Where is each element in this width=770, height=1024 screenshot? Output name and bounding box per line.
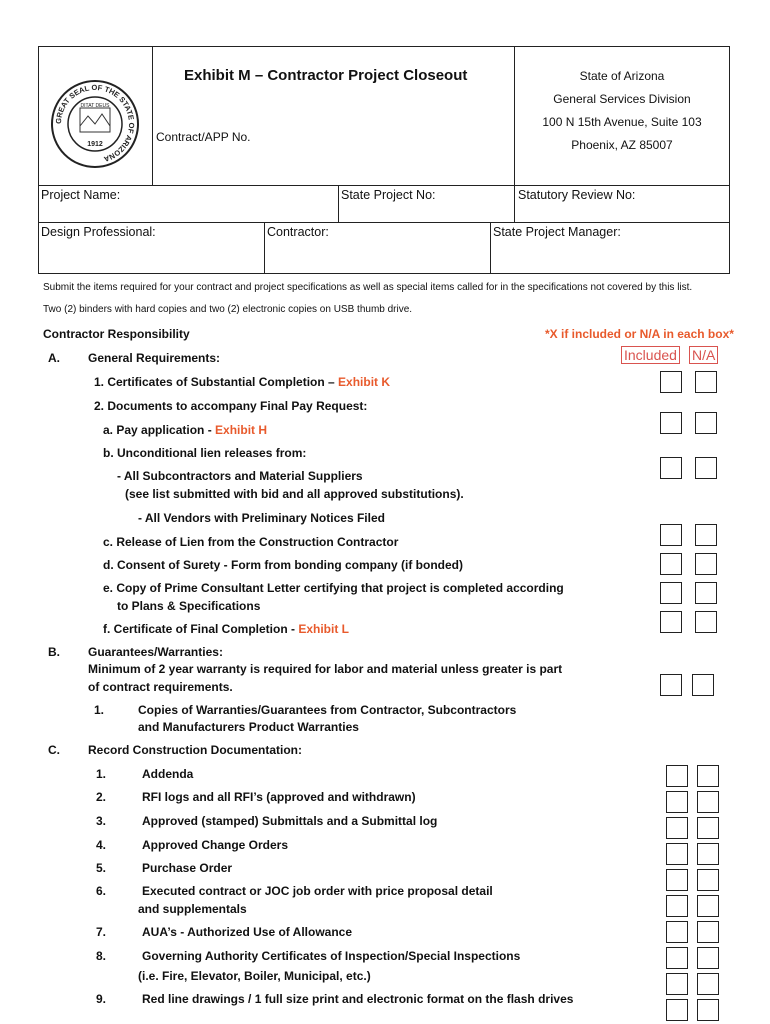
- list-item: b. Unconditional lien releases from:: [103, 446, 307, 460]
- instruction-note: *X if included or N/A in each box*: [545, 327, 734, 341]
- item-number: 1.: [94, 703, 105, 717]
- agency-line: State of Arizona: [579, 69, 665, 83]
- na-checkbox[interactable]: [695, 457, 717, 479]
- list-item: [94, 375, 390, 389]
- list-item: [103, 622, 349, 636]
- agency-line: Phoenix, AZ 85007: [571, 138, 673, 152]
- included-checkbox[interactable]: [666, 765, 688, 787]
- na-checkbox[interactable]: [697, 973, 719, 995]
- state-project-no-field[interactable]: State Project No:: [341, 188, 436, 202]
- seal-text: GREAT SEAL OF THE STATE OF ARIZONA: [53, 82, 137, 164]
- seal-motto: DITAT DEUS: [80, 103, 110, 109]
- exhibit-link: Exhibit H: [215, 423, 268, 437]
- list-item: 2. Documents to accompany Final Pay Request:: [94, 399, 368, 413]
- included-checkbox[interactable]: [660, 412, 682, 434]
- exhibit-link: Exhibit L: [298, 622, 350, 636]
- agency-line: 100 N 15th Avenue, Suite 103: [542, 115, 702, 129]
- included-checkbox[interactable]: [660, 371, 682, 393]
- na-checkbox[interactable]: [697, 791, 719, 813]
- list-item: RFI logs and all RFI’s (approved and withdrawn): [142, 790, 416, 804]
- included-checkbox[interactable]: [666, 973, 688, 995]
- na-checkbox[interactable]: [697, 921, 719, 943]
- na-checkbox[interactable]: [695, 582, 717, 604]
- included-checkbox[interactable]: [660, 457, 682, 479]
- list-item: Approved Change Orders: [142, 838, 289, 852]
- item-number: 4.: [96, 838, 107, 852]
- list-item: c. Release of Lien from the Construction Contractor: [103, 535, 399, 549]
- list-item: and supplementals: [138, 902, 247, 916]
- na-checkbox[interactable]: [697, 817, 719, 839]
- design-professional-field[interactable]: Design Professional:: [41, 225, 156, 239]
- list-item: d. Consent of Surety - Form from bonding company (if bonded): [103, 558, 463, 572]
- section-title: General Requirements:: [88, 351, 221, 365]
- section-letter: A.: [48, 351, 60, 365]
- included-checkbox[interactable]: [666, 869, 688, 891]
- page-title: Exhibit M – Contractor Project Closeout: [184, 67, 468, 84]
- section-title: Record Construction Documentation:: [88, 743, 303, 757]
- included-checkbox[interactable]: [666, 843, 688, 865]
- section-title: Guarantees/Warranties:: [88, 645, 223, 659]
- na-checkbox[interactable]: [695, 412, 717, 434]
- list-item: Executed contract or JOC job order with price proposal detail: [142, 884, 493, 898]
- na-checkbox[interactable]: [697, 765, 719, 787]
- na-checkbox[interactable]: [695, 611, 717, 633]
- na-checkbox[interactable]: [692, 674, 714, 696]
- responsibility-label: Contractor Responsibility: [43, 327, 190, 341]
- list-item: Purchase Order: [142, 861, 233, 875]
- included-checkbox[interactable]: [660, 553, 682, 575]
- na-checkbox[interactable]: [697, 869, 719, 891]
- list-item: (i.e. Fire, Elevator, Boiler, Municipal, etc.): [138, 969, 371, 983]
- na-checkbox[interactable]: [697, 999, 719, 1021]
- item-number: 2.: [96, 790, 107, 804]
- item-number: 7.: [96, 925, 107, 939]
- list-item: Minimum of 2 year warranty is required for labor and material unless greater is part: [88, 662, 563, 676]
- list-item: (see list submitted with bid and all approved substitutions).: [125, 487, 464, 501]
- item-text: 1. Certificates of Substantial Completion –: [94, 375, 339, 389]
- intro-line: Two (2) binders with hard copies and two (2) electronic copies on USB thumb drive.: [43, 304, 413, 315]
- item-number: 6.: [96, 884, 107, 898]
- included-checkbox[interactable]: [660, 582, 682, 604]
- included-checkbox[interactable]: [666, 947, 688, 969]
- list-item: - All Vendors with Preliminary Notices Filed: [138, 511, 385, 525]
- list-item: to Plans & Specifications: [117, 599, 261, 613]
- exhibit-link: Exhibit K: [338, 375, 391, 389]
- included-header: Included: [621, 346, 680, 364]
- item-number: 9.: [96, 992, 107, 1006]
- na-checkbox[interactable]: [697, 895, 719, 917]
- included-checkbox[interactable]: [666, 791, 688, 813]
- included-checkbox[interactable]: [666, 921, 688, 943]
- list-item: Addenda: [142, 767, 194, 781]
- project-name-field[interactable]: Project Name:: [41, 188, 121, 202]
- contract-app-label: Contract/APP No.: [156, 130, 251, 144]
- list-item: Approved (stamped) Submittals and a Submittal log: [142, 814, 438, 828]
- section-letter: C.: [48, 743, 60, 757]
- item-number: 8.: [96, 949, 107, 963]
- list-item: Governing Authority Certificates of Inspection/Special Inspections: [142, 949, 521, 963]
- included-checkbox[interactable]: [660, 524, 682, 546]
- state-seal-icon: [50, 74, 140, 174]
- included-checkbox[interactable]: [666, 999, 688, 1021]
- list-item: Copies of Warranties/Guarantees from Contractor, Subcontractors: [138, 703, 517, 717]
- na-checkbox[interactable]: [697, 843, 719, 865]
- na-checkbox[interactable]: [695, 371, 717, 393]
- statutory-review-no-field[interactable]: Statutory Review No:: [518, 188, 636, 202]
- section-letter: B.: [48, 645, 60, 659]
- item-text: a. Pay application -: [103, 423, 216, 437]
- contractor-field[interactable]: Contractor:: [267, 225, 329, 239]
- intro-line: Submit the items required for your contract and project specifications as well as special items called for in the specifications not covered by this list.: [43, 282, 693, 293]
- list-item: of contract requirements.: [88, 680, 233, 694]
- list-item: Red line drawings / 1 full size print and electronic format on the flash drives: [142, 992, 574, 1006]
- list-item: and Manufacturers Product Warranties: [138, 720, 359, 734]
- item-number: 3.: [96, 814, 107, 828]
- included-checkbox[interactable]: [666, 895, 688, 917]
- na-checkbox[interactable]: [695, 553, 717, 575]
- agency-line: General Services Division: [553, 92, 691, 106]
- included-checkbox[interactable]: [660, 674, 682, 696]
- na-checkbox[interactable]: [695, 524, 717, 546]
- item-number: 5.: [96, 861, 107, 875]
- included-checkbox[interactable]: [666, 817, 688, 839]
- agency-address: [514, 65, 730, 157]
- na-checkbox[interactable]: [697, 947, 719, 969]
- state-project-manager-field[interactable]: State Project Manager:: [493, 225, 621, 239]
- seal-year: 1912: [87, 141, 103, 148]
- na-header: N/A: [689, 346, 718, 364]
- list-item: [103, 423, 267, 437]
- included-checkbox[interactable]: [660, 611, 682, 633]
- list-item: e. Copy of Prime Consultant Letter certifying that project is completed according: [103, 581, 564, 595]
- list-item: - All Subcontractors and Material Suppliers: [117, 469, 363, 483]
- item-number: 1.: [96, 767, 107, 781]
- item-text: f. Certificate of Final Completion -: [103, 622, 299, 636]
- list-item: AUA’s - Authorized Use of Allowance: [142, 925, 353, 939]
